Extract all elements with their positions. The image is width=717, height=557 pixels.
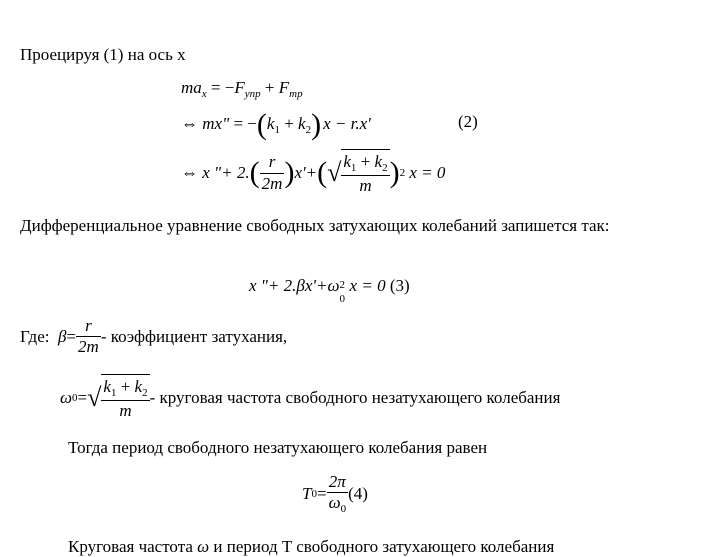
eq2-rparen: ) <box>311 108 322 141</box>
eq3-k2-sub: 2 <box>382 162 388 175</box>
omega-def-plus: + <box>116 377 135 396</box>
where-eq: = <box>66 326 77 346</box>
equation-1 <box>181 78 303 100</box>
radical-sign: √ <box>327 158 342 187</box>
eq2-label: (2) <box>458 112 478 131</box>
paragraph-1: Дифференциальное уравнение свободных затухающих колебаний запишется так: <box>20 216 610 235</box>
where-label: Где: <box>20 326 50 346</box>
intro-text: Проецируя (1) на ось x <box>20 45 186 64</box>
equation-5 <box>302 472 368 517</box>
where-2m: 2m <box>78 337 99 357</box>
where-text: - коэффициент затухания, <box>100 326 288 346</box>
para3-a: Круговая частота <box>68 537 198 556</box>
eq4-a: x "+ 2. <box>249 276 297 295</box>
eq5-frac <box>327 472 349 517</box>
eq4-c: x = 0 <box>349 276 386 295</box>
omega-def-omega: ω <box>60 387 73 407</box>
where-frac <box>76 316 101 358</box>
equation-2 <box>181 110 491 140</box>
eq3-plus: + <box>356 152 375 172</box>
eq5-label: (4) <box>348 484 368 504</box>
eq2-k1: k <box>266 113 275 133</box>
eq3-sqrt <box>327 149 389 197</box>
eq1-a: a <box>193 78 202 97</box>
where-beta-line <box>20 316 287 358</box>
eq2-eq: = − <box>229 113 257 133</box>
paragraph-2: Тогда период свободного незатухающего колебания равен <box>68 438 488 457</box>
eq3-x: x "+ 2. <box>202 163 250 182</box>
eq1-F1: F <box>234 78 245 97</box>
eq4-label: (3) <box>389 276 410 295</box>
omega-definition <box>60 374 560 422</box>
radical-sign: √ <box>87 382 102 412</box>
eq3-k2: k <box>374 152 383 172</box>
eq5-omega-sub: 0 <box>340 503 347 516</box>
eq5-omega: ω <box>328 493 341 513</box>
eq2-rest: x − r.x' <box>323 113 371 133</box>
eq3-frac-r-2m <box>260 152 285 194</box>
omega-def-k1-sub: 1 <box>110 387 117 399</box>
eq1-a-sub: x <box>201 88 207 100</box>
equation-4 <box>249 276 410 305</box>
eq4-omega-sub: 0 <box>339 293 346 305</box>
eq1-eq: = − <box>206 78 235 97</box>
eq5-eq: = <box>316 484 327 504</box>
eq3-tail: x = 0 <box>409 163 446 182</box>
eq1-F2-sub: тр <box>289 88 303 100</box>
where-beta: β <box>57 326 67 346</box>
eq2-plus: + <box>279 113 299 133</box>
omega-def-sub: 0 <box>72 391 78 404</box>
eq3-rparen2: ) <box>389 156 400 189</box>
eq3-k1: k <box>343 152 351 172</box>
eq1-plus: + <box>260 78 279 97</box>
eq2-k2-sub: 2 <box>305 123 312 136</box>
eq4-omega: ω <box>327 276 340 295</box>
eq3-pow: 2 <box>399 167 406 179</box>
omega-def-radicand <box>101 374 149 422</box>
where-r: r <box>76 316 101 337</box>
paragraph-3 <box>68 537 554 557</box>
eq3-lparen2: ( <box>317 156 328 189</box>
eq4-beta: β <box>296 276 305 295</box>
omega-def-k2-sub: 2 <box>142 387 148 399</box>
eq4-pow: 2 <box>339 279 346 291</box>
omega-def-sqrt <box>87 374 149 422</box>
para3-omega: ω <box>197 537 210 556</box>
omega-def-m: m <box>119 401 132 421</box>
eq3-rparen1: ) <box>284 156 295 189</box>
eq1-F2: F <box>278 78 290 97</box>
eq3-2m: 2m <box>261 173 283 193</box>
eq2-lparen: ( <box>256 108 267 141</box>
eq5-sub: 0 <box>311 488 317 501</box>
eq2-arrow: ⇔ <box>181 113 198 133</box>
para3-b: и период T свободного затухающего колебания <box>209 537 555 556</box>
eq3-radicand <box>341 149 389 197</box>
omega-def-text: - круговая частота свободного незатухающего колебания <box>149 387 561 407</box>
eq2-mx: mx <box>202 113 223 133</box>
eq1-m: m <box>181 78 194 97</box>
omega-def-k1: k <box>103 377 111 396</box>
eq2-k1-sub: 1 <box>274 123 280 136</box>
eq2-dd: " <box>222 113 230 133</box>
eq5-T: T <box>302 484 312 504</box>
eq3-k1-sub: 1 <box>350 162 357 175</box>
eq5-num: 2π <box>327 472 349 493</box>
equation-3 <box>181 146 445 200</box>
eq4-b: x'+ <box>304 276 328 295</box>
omega-def-frac <box>101 377 149 422</box>
eq3-arrow: ⇔ <box>181 163 198 182</box>
eq3-m: m <box>359 176 372 196</box>
eq1-F1-sub: упр <box>244 88 261 100</box>
eq2-k2: k <box>298 113 306 133</box>
omega-def-eq: = <box>77 387 88 407</box>
eq3-xp: x'+ <box>294 163 318 182</box>
eq3-r: r <box>260 152 285 173</box>
eq3-lparen1: ( <box>249 156 260 189</box>
eq3-frac-k-m <box>341 152 389 197</box>
omega-def-k2: k <box>134 377 143 396</box>
